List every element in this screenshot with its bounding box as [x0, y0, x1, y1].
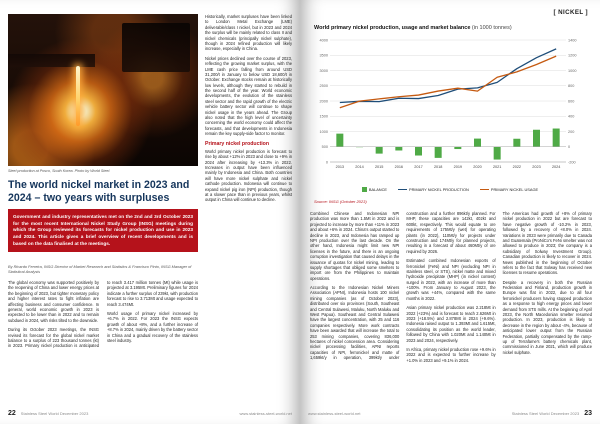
svg-text:2022: 2022	[512, 165, 522, 169]
svg-text:1500: 1500	[319, 114, 328, 119]
left-page-side-column	[205, 14, 292, 398]
legend-chip	[362, 187, 367, 192]
svg-text:2017: 2017	[414, 165, 423, 169]
body-paragraph: World usage of primary nickel increased by +6.7% in 2022. For 2023 the INSG expects growth of about +8%, and a further increase of +8.7% in 2024, mainly driven by the battery sector in China and a gradual recovery of the stainless steel industry.	[107, 310, 198, 343]
body-paragraph: World primary nickel production is forecast to rise by about +12% in 2023 and close to +9% in 2024 after increasing by +13.3% in 2022. Increases in output have been influenced mainly by Indonesia and China. Both countries will have more nickel sulphate and nickel cathode production. Indonesia will continue to expand nickel pig iron (NPI) production, though at a slower pace than in previous years, whilst output in China will continue to decline.	[205, 148, 292, 203]
svg-text:-200: -200	[568, 160, 576, 165]
legend-label: BALANCE	[368, 187, 388, 192]
svg-text:3000: 3000	[319, 68, 328, 73]
body-paragraph: Nickel prices declined over the course of 2023, reflecting the growing market surplus, with the LME cash price falling from around USD 31,200/t in January to below USD 18,600/t in October. Exchange stocks remain at historically low levels, although they started to rebuild in the second half of the year. World economic developments, the evolution of the stainless steel sector and the rapid growth of the electric vehicle battery sector will continue to shape nickel usage in the years ahead. The Group also noted that the high level of uncertainty concerning the world economy could affect the forecasts, and that developments in Indonesia remain the key supply-side factor to monitor.	[205, 55, 292, 137]
svg-text:0: 0	[325, 160, 328, 165]
body-paragraph: Estimated combined Indonesian exports of ferronickel (FeNi) and NPI (excluding NPI in stainless steel, or STS), nickel matte and mixed hydroxide precipitate (MHP) (in nickel content) surged in 2022, with an increase of more than +100%. From January to August 2023, the growth was +44%, compared with the same months in 2022.	[406, 258, 496, 301]
svg-text:600: 600	[568, 99, 575, 104]
article-byline: By Ricardo Ferreira, INSG Director of Market Research and Statistics & Francisco Pinto, INSG Manager of Statistical Analysis	[8, 264, 192, 275]
svg-text:2016: 2016	[394, 165, 404, 169]
subhead-primary-nickel-production: Primary nickel production	[205, 140, 269, 147]
chart-title-unit: (in 1000 tonnes)	[471, 25, 512, 31]
chart-source: Source: INSG (October 2023)	[314, 199, 367, 204]
chart-legend	[308, 187, 592, 192]
molten-metal-pour	[76, 66, 80, 127]
magazine-name: Stainless Steel World December 2023	[511, 411, 580, 416]
svg-text:2018: 2018	[433, 165, 443, 169]
page-number: 23	[584, 410, 592, 417]
legend-label: PRIMARY NICKEL PRODUCTION	[409, 187, 469, 192]
legend-item	[362, 187, 387, 192]
nickel-production-chart	[308, 34, 592, 186]
svg-text:800: 800	[568, 84, 575, 89]
svg-text:2023: 2023	[532, 165, 541, 169]
magazine-name: Stainless Steel World December 2023	[20, 411, 89, 416]
svg-text:200: 200	[568, 129, 575, 134]
legend-chip	[398, 189, 407, 191]
legend-chip	[480, 189, 489, 191]
legend-item	[480, 187, 538, 192]
svg-text:2020: 2020	[473, 165, 482, 169]
right-page-body-columns	[310, 211, 592, 399]
svg-text:2500: 2500	[319, 84, 328, 89]
left-page-body-columns	[8, 280, 198, 398]
legend-label: PRIMARY NICKEL USAGE	[490, 187, 539, 192]
right-page-footer	[308, 410, 592, 417]
svg-text:400: 400	[568, 114, 575, 119]
legend-item	[398, 187, 469, 192]
body-paragraph: The global economy was supported positively by the reopening of China and lower energy prices at the beginning of 2023, but tighter monetary policy and higher interest rates to fight inflation are affecting business and consumer confidence. In general, world economic growth in 2023 is expected to be lower than in 2022 and to remain subdued in 2024, with risks tilted to the downside.	[8, 280, 99, 323]
page-number: 22	[8, 410, 16, 417]
body-paragraph: Despite a recovery in both the Russian Federation and Finland, production growth in Europe was flat in 2022, due to all four ferronickel producers having stopped production as a response to high energy prices and lower demand from STS mills. At the beginning of April 2023, the North Macedonian smelter resumed production. In 2023, production is likely to decrease in the region by about -4%, because of anticipated lower output from the Russian Federation, partially compensated by the ramp-up of Terrafame's battery chemicals plant, commissioned in June 2021, which will produce nickel sulphate.	[502, 279, 592, 355]
svg-text:4000: 4000	[319, 38, 328, 43]
left-page-footer	[8, 410, 292, 417]
body-paragraph: Combined Chinese and Indonesian NPI production was more than 1.5Mt in 2022 and is projected to increase by more than +11% in 2023 and about +6% in 2024. China's output started to decline in 2023, and Indonesia has ramped up NPI production over the last decade. On the other hand, Indonesia might limit new NPI licenses in the future, and there is an ongoing corruption investigation that caused delays in the issuance of quotas for nickel mining, leading to supply shortages that obliged some smelters to import ore from the Philippines to maintain operations.	[310, 211, 400, 281]
svg-text:2021: 2021	[492, 165, 502, 169]
body-paragraph: According to the Indonesian Nickel Miners Association (APNI), Indonesia hosts 100 nickel mining companies (as of October 2023), distributed over six provinces (South, Southeast and Central Sulawesi, Maluku, North Maluku and West Papua). Southeast and Central Sulawesi have the largest concentration, with 25 and 116 companies respectively. More work contracts have been awarded that will increase the total to 253 mining companies, covering 836,000 hectares of nickel concession area. Considering nickel processing facilities, APNI reports capacities of NPI, ferronickel and matte of 1,659kt/y in operation, 399kt/y under construction and a further 896kt/y planned. For MHP, these capacities are 142kt, 402kt and 600kt, respectively. This would equate to ore requirements of 175Mt/y (wet) for operating plants (in 2022), 110Mt/y for projects under construction and 174Mt/y for planned projects, resulting in a forecast of about 460Mt/y of ore required by 2026.	[310, 211, 496, 361]
right-page	[300, 0, 600, 424]
body-paragraph: Asian primary nickel production was 2.218Mt in 2022 (+23%) and is forecast to reach 2.626Mt in 2023 (+18.5%) and 2.878Mt in 2024 (+9.6%). Indonesia raised output to 1.393Mt and 1.615Mt, consolidating its position as the world leader, followed by China with 1.020Mt and 1.140Mt in 2023 and 2024, respectively.	[406, 305, 496, 343]
body-paragraph: In Africa, primary nickel production rose +9.6% in 2022 and is expected to further increase by +1.0% in 2023 and +9.1% in 2024.	[406, 346, 496, 363]
svg-text:2019: 2019	[453, 165, 463, 169]
svg-text:2013: 2013	[335, 165, 345, 169]
article-standfirst: Government and industry representatives met on the 2nd and 3rd October 2023 for the most recent International Nickel Study Group (INSG) meetings during which the Group reviewed its forecasts for nickel production and use in 2023 and 2024. This article gives a brief overview of recent developments and is based on the data finalised at the meetings.	[8, 209, 198, 252]
svg-text:2015: 2015	[374, 165, 384, 169]
svg-text:2000: 2000	[319, 99, 328, 104]
svg-text:2024: 2024	[551, 165, 561, 169]
svg-text:2014: 2014	[355, 165, 364, 169]
svg-text:1000: 1000	[568, 68, 577, 73]
svg-text:3500: 3500	[319, 53, 328, 58]
svg-text:1400: 1400	[568, 38, 577, 43]
svg-text:1200: 1200	[568, 53, 577, 58]
magazine-website[interactable]: www.stainless-steel-world.net	[308, 411, 361, 416]
furnace-silhouette	[122, 23, 190, 72]
body-paragraph: The Americas had growth of +8% of primary nickel production in 2022 but are forecast to have negative growth of -10.2% in 2023, followed by a recovery of +8.0% in 2024. Variations in 2023 were primarily due to Canada and Guatemala (ProNiCo's FeNi smelter was not allowed to produce in 2023; the company is a subsidiary of Solway Investment Group). Canadian production is likely to recover in 2024. News published in the beginning of October refers to the fact that Solway has received new licenses to resume operations.	[502, 211, 592, 276]
article-headline: The world nickel market in 2023 and 2024 – two years with surpluses	[8, 179, 190, 204]
steel-plant-photo	[8, 14, 198, 166]
magazine-website[interactable]: www.stainless-steel-world.net	[239, 411, 292, 416]
photo-caption: Steel production at Posco, South Korea. Photo by World Steel.	[8, 169, 111, 173]
section-tag-nickel: [ NICKEL ]	[553, 9, 588, 16]
body-paragraph: During its October 2023 meetings, the INSG revised its forecast for the global nickel market balance to a surplus of 223 thousand tonnes (kt) in 2023. Primary nickel production is anticipated to reach 3.417 million tonnes (Mt) while usage is projected at 3.195Mt. Preliminary figures for 2024 indicate a further surplus of 239kt, with production forecast to rise to 3.713Mt and usage expected to reach 3.474Mt.	[8, 280, 198, 349]
svg-text:1000: 1000	[319, 129, 328, 134]
svg-text:0: 0	[568, 145, 571, 150]
gantry-silhouette	[8, 54, 95, 68]
svg-text:500: 500	[321, 145, 328, 150]
chart-title	[314, 25, 588, 31]
body-paragraph: Historically, market surpluses have been linked to London Metal Exchange (LME) deliverable/class I nickel, but in 2023 and 2024 the surplus will be mainly related to class II and nickel chemicals (principally nickel sulphate), though in 2024 refined production will likely increase, especially in China.	[205, 14, 292, 52]
chart-title-main: World primary nickel production, usage and market balance	[314, 25, 471, 31]
